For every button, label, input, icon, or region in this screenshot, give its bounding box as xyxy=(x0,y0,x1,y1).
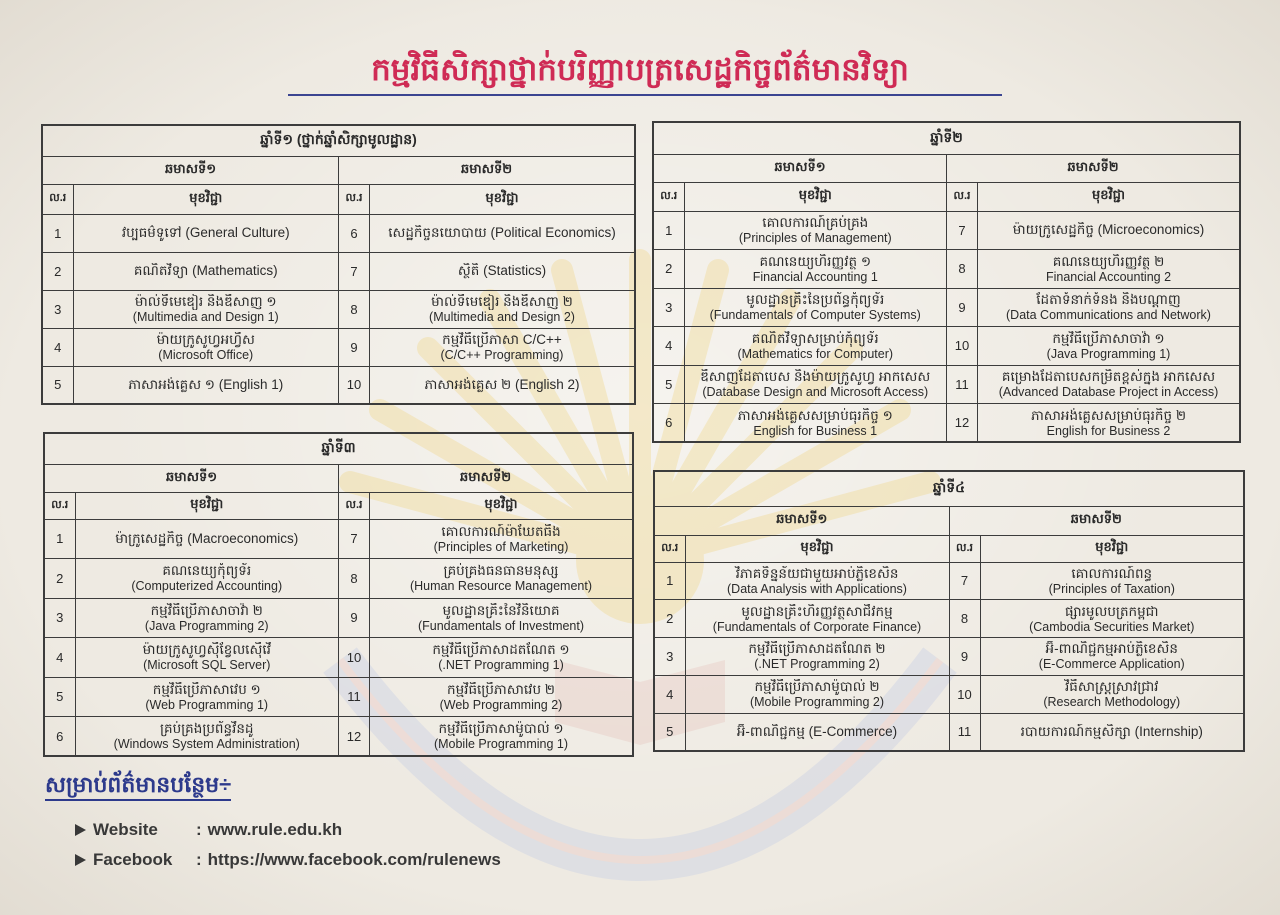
course-name: កម្មវិធីប្រើភាសាដតណែត ១ xyxy=(432,642,570,658)
facebook-url: https://www.facebook.com/rulenews xyxy=(207,850,501,869)
course-name: ម៉ាយក្រូសូហ្វអហ្វីស xyxy=(156,332,255,347)
course-name: កម្មវិធីប្រើភាសាម៉ូបាល់ ២ xyxy=(754,679,880,695)
course-rows xyxy=(44,519,633,756)
label-separator: : xyxy=(196,850,202,869)
course-cell xyxy=(75,717,339,757)
course-cell xyxy=(75,638,339,678)
course-name: ម៉ាយក្រូសេដ្ឋកិច្ច (Microeconomics) xyxy=(1012,222,1205,238)
course-number: 5 xyxy=(44,677,75,717)
course-cell xyxy=(370,252,636,290)
course-rows xyxy=(654,562,1244,751)
course-number: 1 xyxy=(653,211,684,250)
course-number: 3 xyxy=(654,638,685,676)
course-name-english: (C/C++ Programming) xyxy=(440,348,564,362)
course-name-english: English for Business 1 xyxy=(753,423,878,438)
course-name-english: (Fundamentals of Computer Systems) xyxy=(709,308,921,323)
course-number: 4 xyxy=(653,327,684,366)
course-name: កម្មវិធីប្រើភាសាវេប ១ xyxy=(152,681,261,697)
number-column-header: ល.រ xyxy=(949,535,980,562)
course-cell xyxy=(684,211,947,250)
course-name: សេដ្ឋកិច្ចនយោបាយ (Political Economics) xyxy=(388,225,616,240)
course-name: គោលការណ៍ម៉ាឃែតធីង xyxy=(441,523,561,539)
table-row xyxy=(653,211,1240,250)
more-info-heading: សម្រាប់ព័ត៌មានបន្ថែម÷ xyxy=(45,772,231,801)
course-number: 11 xyxy=(947,365,978,404)
semester-row xyxy=(42,156,635,184)
course-name: គ្រប់គ្រងធនធានមនុស្ស xyxy=(443,563,559,579)
year-heading-row xyxy=(42,125,635,156)
course-number: 1 xyxy=(44,519,75,559)
course-cell xyxy=(980,562,1244,600)
course-name: កម្មវិធីប្រើភាសាម៉ូបាល់ ១ xyxy=(438,721,564,736)
course-cell xyxy=(75,677,339,717)
year-heading: ឆ្នាំទី១ (ថ្នាក់ឆ្នាំសិក្សាមូលដ្ឋាន) xyxy=(42,125,635,156)
course-number: 1 xyxy=(654,562,685,600)
course-name: ស្ថិតិ (Statistics) xyxy=(457,263,547,278)
table-row xyxy=(44,598,633,638)
course-number: 10 xyxy=(947,327,978,366)
table-row xyxy=(653,250,1240,289)
course-name: គម្រោងដែតាបេសកម្រិតខ្ពស់ក្នុង អាកសេស xyxy=(1001,369,1216,385)
course-cell xyxy=(73,366,339,404)
table-row xyxy=(42,214,635,252)
year-3-table xyxy=(43,432,634,757)
course-name-english: (Research Methodology) xyxy=(1043,695,1181,710)
course-cell xyxy=(980,600,1244,638)
course-cell xyxy=(370,598,634,638)
website-row xyxy=(75,818,342,842)
course-number: 12 xyxy=(339,717,370,757)
course-number: 2 xyxy=(654,600,685,638)
course-cell xyxy=(684,365,947,404)
course-number: 2 xyxy=(653,250,684,289)
course-number: 9 xyxy=(947,288,978,327)
label-separator: : xyxy=(196,820,202,839)
course-number: 9 xyxy=(949,638,980,676)
course-cell xyxy=(73,328,339,366)
course-cell xyxy=(684,288,947,327)
course-cell xyxy=(978,365,1241,404)
subject-column-header: មុខវិជ្ជា xyxy=(75,492,339,519)
course-name-english: (E-Commerce Application) xyxy=(1038,657,1185,672)
course-number: 4 xyxy=(44,638,75,678)
course-name: គោលការណ៍ពន្ធ xyxy=(1071,565,1153,581)
course-name: វិភាគទិន្នន័យជាមួយអាប់ភ្លិខេសិន xyxy=(735,565,899,581)
course-name-english: (.NET Programming 1) xyxy=(438,658,564,673)
table-row xyxy=(44,519,633,559)
course-cell xyxy=(684,327,947,366)
number-column-header: ល.រ xyxy=(654,535,685,562)
number-column-header: ល.រ xyxy=(339,184,370,214)
course-number: 3 xyxy=(653,288,684,327)
course-name-english: (Java Programming 2) xyxy=(144,618,269,633)
semester-2-label: ឆមាសទី២ xyxy=(339,464,634,492)
semester-1-label: ឆមាសទី១ xyxy=(653,154,947,182)
course-name-english: (Human Resource Management) xyxy=(409,579,593,594)
course-name-english: (Multimedia and Design 1) xyxy=(132,310,279,324)
course-number: 5 xyxy=(42,366,73,404)
course-cell xyxy=(370,717,634,757)
course-name: កម្មវិធីប្រើភាសាវេប ២ xyxy=(447,681,555,697)
course-cell xyxy=(370,559,634,599)
table-row xyxy=(42,328,635,366)
course-name: របាយការណ៍កម្មសិក្សា (Internship) xyxy=(1020,723,1203,739)
course-name: មូលដ្ឋានគ្រឹះនៃវិនិយោគ xyxy=(442,602,560,618)
course-name: កម្មវិធីប្រើភាសាចាវ៉ា ២ xyxy=(150,602,263,618)
number-column-header: ល.រ xyxy=(44,492,75,519)
table-row xyxy=(42,252,635,290)
course-name-english: (Multimedia and Design 2) xyxy=(429,310,575,324)
course-cell xyxy=(73,290,339,328)
course-number: 10 xyxy=(949,675,980,713)
course-cell xyxy=(370,214,636,252)
course-name-english: (Microsoft Office) xyxy=(158,348,254,362)
course-name-english: (Cambodia Securities Market) xyxy=(1029,619,1195,634)
year-1-table xyxy=(41,124,636,405)
table-row xyxy=(653,288,1240,327)
course-name: គោលការណ៍គ្រប់គ្រង xyxy=(762,215,869,231)
course-name-english: (.NET Programming 2) xyxy=(754,657,880,672)
course-name-english: (Advanced Database Project in Access) xyxy=(998,385,1219,400)
column-header-row xyxy=(653,182,1240,211)
course-number: 6 xyxy=(653,404,684,443)
course-cell xyxy=(980,713,1244,751)
semester-row xyxy=(654,506,1244,535)
course-cell xyxy=(980,638,1244,676)
course-number: 7 xyxy=(339,252,370,290)
website-label: Website xyxy=(93,820,158,839)
course-name-english: (Mathematics for Computer) xyxy=(737,346,894,361)
triangle-right-icon xyxy=(75,824,86,836)
course-name: មូលដ្ឋានគ្រឹះនៃប្រព័ន្ធកុំព្យូទ័រ xyxy=(746,292,885,308)
course-number: 2 xyxy=(44,559,75,599)
course-cell xyxy=(978,211,1241,250)
course-number: 8 xyxy=(339,559,370,599)
course-name: ភាសាអង់គ្លេសសម្រាប់ធុរកិច្ច ១ xyxy=(737,407,893,423)
semester-1-label: ឆមាសទី១ xyxy=(654,506,949,535)
course-name-english: (Data Analysis with Applications) xyxy=(727,581,907,596)
semester-2-label: ឆមាសទី២ xyxy=(947,154,1241,182)
course-cell xyxy=(978,288,1241,327)
table-row xyxy=(654,638,1244,676)
table-row xyxy=(44,559,633,599)
course-number: 6 xyxy=(44,717,75,757)
subject-column-header: មុខវិជ្ជា xyxy=(978,182,1241,211)
course-number: 2 xyxy=(42,252,73,290)
table-row xyxy=(654,713,1244,751)
course-number: 9 xyxy=(339,328,370,366)
course-number: 10 xyxy=(339,638,370,678)
course-cell xyxy=(370,677,634,717)
course-number: 4 xyxy=(42,328,73,366)
course-cell xyxy=(685,600,949,638)
table-row xyxy=(42,290,635,328)
course-name: គណិតវិទ្យាសម្រាប់កុំព្យូទ័រ xyxy=(751,330,879,346)
course-name: ម៉ាល់ទីមេឌៀរ និងឌីសាញ ១ xyxy=(134,294,277,309)
semester-1-label: ឆមាសទី១ xyxy=(42,156,339,184)
course-name: មូលដ្ឋានគ្រឹះហិរញ្ញវត្ថុសាជីវកម្ម xyxy=(741,603,893,619)
course-name-english: (Web Programming 1) xyxy=(145,697,269,712)
course-name-english: (Fundamentals of Corporate Finance) xyxy=(712,619,922,634)
course-name: ភាសាអង់គ្លេស ២ (English 2) xyxy=(424,376,580,392)
course-name-english: (Database Design and Microsoft Access) xyxy=(702,385,929,400)
table-row xyxy=(654,675,1244,713)
course-number: 3 xyxy=(44,598,75,638)
year-heading: ឆ្នាំទី៣ xyxy=(44,433,633,464)
course-cell xyxy=(684,250,947,289)
year-heading-row xyxy=(44,433,633,464)
semester-row xyxy=(653,154,1240,182)
table-row xyxy=(42,366,635,404)
course-name-english: (Fundamentals of Investment) xyxy=(417,618,585,633)
course-name-english: (Web Programming 2) xyxy=(439,697,563,712)
column-header-row xyxy=(42,184,635,214)
course-cell xyxy=(684,404,947,443)
course-name-english: Financial Accounting 1 xyxy=(752,269,878,284)
course-name: ផ្សារមូលបត្រកម្ពុជា xyxy=(1064,603,1159,619)
course-cell xyxy=(685,713,949,751)
year-heading: ឆ្នាំទី២ xyxy=(653,122,1240,154)
table-row xyxy=(653,404,1240,443)
course-name: ដែតាទំនាក់ទំនង និងបណ្តាញ xyxy=(1036,292,1181,308)
course-name-english: (Mobile Programming 1) xyxy=(433,737,569,751)
course-name-english: English for Business 2 xyxy=(1046,423,1171,438)
number-column-header: ល.រ xyxy=(339,492,370,519)
course-cell xyxy=(370,328,636,366)
table-row xyxy=(44,717,633,757)
course-number: 9 xyxy=(339,598,370,638)
table-row xyxy=(44,677,633,717)
website-url: www.rule.edu.kh xyxy=(207,820,343,839)
course-name: ភាសាអង់គ្លេសសម្រាប់ធុរកិច្ច ២ xyxy=(1030,407,1187,423)
course-name: គណិតវិទ្យា (Mathematics) xyxy=(133,263,278,278)
semester-2-label: ឆមាសទី២ xyxy=(339,156,636,184)
column-header-row xyxy=(44,492,633,519)
subject-column-header: មុខវិជ្ជា xyxy=(370,184,636,214)
column-header-row xyxy=(654,535,1244,562)
course-cell xyxy=(978,250,1241,289)
course-number: 7 xyxy=(947,211,978,250)
course-number: 5 xyxy=(653,365,684,404)
triangle-right-icon xyxy=(75,854,86,866)
course-name: គណនេយ្យហិរញ្ញវត្ថុ ២ xyxy=(1052,253,1165,269)
course-cell xyxy=(370,638,634,678)
course-name-english: (Principles of Management) xyxy=(738,231,892,246)
subject-column-header: មុខវិជ្ជា xyxy=(980,535,1244,562)
course-number: 3 xyxy=(42,290,73,328)
course-name: គណនេយ្យហិរញ្ញវត្ថុ ១ xyxy=(759,253,872,269)
course-number: 4 xyxy=(654,675,685,713)
course-name: កម្មវិធីប្រើភាសាចាវ៉ា ១ xyxy=(1052,330,1165,346)
table-row xyxy=(654,562,1244,600)
course-rows xyxy=(42,214,635,404)
course-name: កម្មវិធីប្រើភាសាដតណែត ២ xyxy=(748,641,886,657)
course-cell xyxy=(75,598,339,638)
course-name-english: (Java Programming 1) xyxy=(1046,346,1171,361)
course-number: 7 xyxy=(339,519,370,559)
course-name: អ៊ី-ពាណិជ្ជកម្មអាប់ភ្លិខេសិន xyxy=(1045,641,1178,657)
subject-column-header: មុខវិជ្ជា xyxy=(684,182,947,211)
table-row xyxy=(653,327,1240,366)
course-number: 5 xyxy=(654,713,685,751)
year-heading: ឆ្នាំទី៤ xyxy=(654,471,1244,506)
semester-1-label: ឆមាសទី១ xyxy=(44,464,339,492)
course-number: 8 xyxy=(339,290,370,328)
course-number: 1 xyxy=(42,214,73,252)
course-number: 8 xyxy=(947,250,978,289)
number-column-header: ល.រ xyxy=(947,182,978,211)
course-name-english: Financial Accounting 2 xyxy=(1045,269,1172,284)
course-name: ម៉ាក្រូសេដ្ឋកិច្ច (Macroeconomics) xyxy=(115,530,299,546)
course-cell xyxy=(685,562,949,600)
course-cell xyxy=(370,290,636,328)
course-rows xyxy=(653,211,1240,442)
course-number: 8 xyxy=(949,600,980,638)
table-row xyxy=(653,365,1240,404)
course-cell xyxy=(980,675,1244,713)
subject-column-header: មុខវិជ្ជា xyxy=(73,184,339,214)
course-number: 11 xyxy=(339,677,370,717)
course-number: 11 xyxy=(949,713,980,751)
course-cell xyxy=(685,638,949,676)
table-row xyxy=(654,600,1244,638)
course-name-english: (Microsoft SQL Server) xyxy=(143,658,271,673)
year-heading-row xyxy=(654,471,1244,506)
course-name-english: (Principles of Marketing) xyxy=(433,539,569,554)
course-name-english: (Data Communications and Network) xyxy=(1006,308,1211,323)
semester-row xyxy=(44,464,633,492)
course-cell xyxy=(685,675,949,713)
course-cell xyxy=(978,327,1241,366)
year-4-table xyxy=(653,470,1245,752)
course-name-english: (Mobile Programming 2) xyxy=(749,695,885,710)
number-column-header: ល.រ xyxy=(42,184,73,214)
course-name: ម៉ាល់ទីមេឌៀរ និងឌីសាញ ២ xyxy=(431,294,573,309)
course-cell xyxy=(370,519,634,559)
course-number: 7 xyxy=(949,562,980,600)
course-name: ភាសាអង់គ្លេស ១ (English 1) xyxy=(128,376,284,392)
facebook-label: Facebook xyxy=(93,850,173,869)
course-name: វប្បធម៌ទូទៅ (General Culture) xyxy=(121,225,290,240)
course-name: គ្រប់គ្រងប្រព័ន្ធវីនដូ xyxy=(160,721,254,736)
course-name: ឌីសាញដែតាបេស និងម៉ាយក្រូសូហ្វ អាកសេស xyxy=(700,369,931,385)
subject-column-header: មុខវិជ្ជា xyxy=(370,492,634,519)
course-name: កម្មវិធីប្រើភាសា C/C++ xyxy=(442,332,562,347)
course-name-english: (Computerized Accounting) xyxy=(131,579,283,594)
subject-column-header: មុខវិជ្ជា xyxy=(685,535,949,562)
number-column-header: ល.រ xyxy=(653,182,684,211)
course-number: 12 xyxy=(947,404,978,443)
facebook-row xyxy=(75,848,501,872)
course-cell xyxy=(370,366,636,404)
course-name: វិធីសាស្ត្រស្រាវជ្រាវ xyxy=(1065,679,1159,695)
course-cell xyxy=(75,559,339,599)
course-cell xyxy=(75,519,339,559)
year-2-table xyxy=(652,121,1241,443)
course-cell xyxy=(978,404,1241,443)
title-underline xyxy=(288,94,1002,96)
year-heading-row xyxy=(653,122,1240,154)
page-title: កម្មវិធីសិក្សាថ្នាក់បរិញ្ញាបត្រសេដ្ឋកិច្ចព័ត៌មានវិទ្យា xyxy=(371,52,909,87)
course-cell xyxy=(73,214,339,252)
course-name: ម៉ាយក្រូសូហ្វស៊ីខ្វែលស៊ើវើ xyxy=(142,642,271,658)
course-name-english: (Principles of Taxation) xyxy=(1048,581,1175,596)
course-name-english: (Windows System Administration) xyxy=(113,737,300,751)
course-number: 6 xyxy=(339,214,370,252)
table-row xyxy=(44,638,633,678)
course-name: គណនេយ្យកុំព្យូទ័រ xyxy=(162,563,252,579)
course-cell xyxy=(73,252,339,290)
course-name: អ៊ី-ពាណិជ្ជកម្ម (E-Commerce) xyxy=(736,723,898,739)
course-number: 10 xyxy=(339,366,370,404)
semester-2-label: ឆមាសទី២ xyxy=(949,506,1244,535)
